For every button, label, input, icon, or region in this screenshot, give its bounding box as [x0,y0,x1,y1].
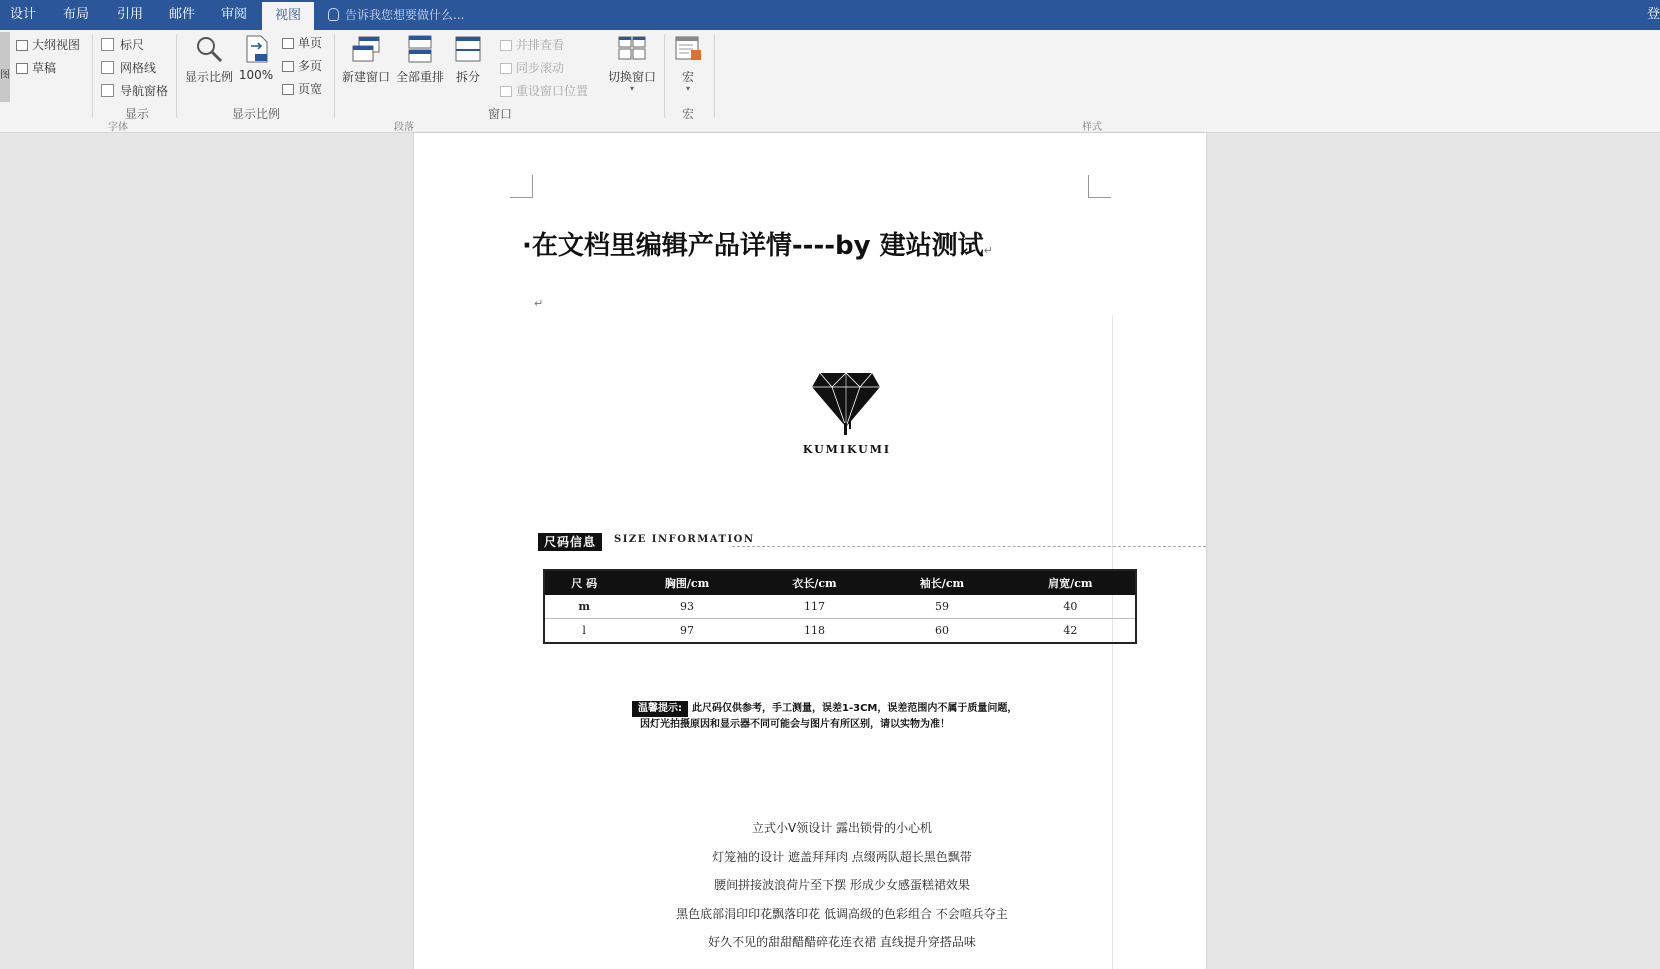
document-page[interactable] [414,133,1206,969]
lightbulb-icon [328,8,339,21]
table-cell: m [544,595,623,619]
table-header: 尺 码 [544,570,623,595]
tell-me-search[interactable] [328,0,464,30]
zoom-100-button[interactable]: 100% [238,34,274,82]
ruler-checkbox[interactable]: 标尺 [101,36,144,53]
group-label-zoom: 显示比例 [231,107,280,121]
macro-icon [673,34,703,64]
split-button[interactable]: 拆分 [448,34,488,85]
zoom-button[interactable]: 显示比例 [184,34,234,85]
table-cell: 42 [1006,619,1136,644]
new-window-icon [351,34,381,64]
nav-pane-checkbox[interactable]: 导航窗格 [101,82,168,99]
tab-mailings[interactable]: 邮件 [168,7,195,22]
magnifier-icon [194,34,224,64]
draft-icon [16,63,28,74]
ribbon-view [0,30,1660,123]
table-cell: l [544,619,623,644]
group-label-font: 字体 [108,122,128,133]
dashed-divider [732,546,1206,547]
synchronous-scrolling-button[interactable]: 同步滚动 [500,59,564,76]
group-separator [714,34,715,118]
one-page-button[interactable]: 单页 [282,34,322,51]
checkbox-icon [101,38,114,51]
sync-scroll-icon [500,63,512,74]
group-separator [92,34,93,118]
size-table [543,569,1137,644]
tip-line-2: 因灯光拍摄原因和显示器不同可能会与图片有所区别，请以实物为准！ [640,719,950,730]
views-group-collapsed[interactable]: 图 [0,32,10,102]
tab-view[interactable]: 视图 [262,2,314,30]
table-cell: 97 [623,619,750,644]
description-line: 灯笼袖的设计 遮盖拜拜肉 点缀两队超长黑色飘带 [712,850,972,864]
crop-mark-top-left [510,175,533,198]
diamond-logo-icon [810,365,882,441]
switch-windows-button[interactable]: 切换窗口 ▾ [604,34,660,93]
size-tip [632,701,1052,733]
tab-design[interactable]: 设计 [9,7,36,22]
group-label-show: 显示 [124,107,149,121]
table-header: 肩宽/cm [1006,570,1136,595]
paragraph-mark-icon: ↵ [983,244,993,257]
size-info-english: SIZE INFORMATION [614,534,755,545]
table-cell: 93 [623,595,750,619]
crop-mark-top-right [1088,175,1111,198]
sign-in-link[interactable]: 登 [1646,7,1660,22]
table-cell: 117 [751,595,878,619]
group-label-macros: 宏 [681,107,694,121]
macros-button[interactable]: 宏 ▾ [672,34,704,93]
table-row [544,619,1136,644]
table-header: 衣长/cm [751,570,878,595]
tell-me-placeholder: 告诉我您想要做什么... [345,8,465,22]
description-line: 好久不见的甜甜醋醋碎花连衣裙 直线提升穿搭品味 [708,935,976,949]
group-label-paragraph: 段落 [394,122,414,133]
draft-view-button[interactable]: 草稿 [16,59,56,76]
group-separator [176,34,177,118]
group-separator [334,34,335,118]
arrange-all-icon [405,34,435,64]
description-line: 立式小V领设计 露出锁骨的小心机 [751,821,933,835]
table-cell: 59 [878,595,1005,619]
side-by-side-icon [500,40,512,51]
table-header: 胸围/cm [623,570,750,595]
gridlines-checkbox[interactable]: 网格线 [101,59,156,76]
table-cell: 40 [1006,595,1136,619]
chevron-down-icon: ▾ [685,84,690,93]
table-row [544,595,1136,619]
switch-windows-icon [617,34,647,64]
tab-references[interactable]: 引用 [116,7,143,22]
tab-review[interactable]: 审阅 [220,7,247,22]
document-title[interactable]: ·在文档里编辑产品详情----by 建站测试↵ [522,231,993,261]
tip-badge: 温馨提示: [632,701,688,717]
tab-layout[interactable]: 布局 [62,7,89,22]
group-label-styles: 样式 [1082,122,1102,133]
paragraph-mark-icon: ↵ [534,297,544,310]
page-100-icon [241,34,271,64]
view-side-by-side-button[interactable]: 并排查看 [500,36,564,53]
product-detail-image[interactable] [532,315,1113,969]
table-header: 袖长/cm [878,570,1005,595]
checkbox-icon [101,61,114,74]
group-separator [664,34,665,118]
ribbon-subrow [0,122,1660,133]
split-icon [453,34,483,64]
tip-line-1: 此尺码仅供参考，手工测量，误差1-3CM，误差范围内不属于质量问题， [692,703,1018,714]
description-line: 腰间拼接波浪荷片至下摆 形成少女感蛋糕裙效果 [714,878,970,892]
reset-window-position-button[interactable]: 重设窗口位置 [500,82,588,99]
outline-view-button[interactable]: 大纲视图 [16,36,80,53]
group-label-window: 窗口 [487,107,512,121]
outline-icon [16,40,28,51]
page-width-icon [282,84,294,95]
brand-name: KUMIKUMI [802,443,892,456]
table-cell: 60 [878,619,1005,644]
arrange-all-button[interactable]: 全部重排 [394,34,446,85]
multiple-pages-button[interactable]: 多页 [282,57,322,74]
checkbox-icon [101,84,114,97]
chevron-down-icon: ▾ [629,84,634,93]
table-cell: 118 [751,619,878,644]
reset-position-icon [500,86,512,97]
page-width-button[interactable]: 页宽 [282,80,322,97]
new-window-button[interactable]: 新建窗口 [340,34,392,85]
ribbon-tab-bar [0,0,1660,30]
size-info-badge: 尺码信息 [538,533,602,551]
table-header-row [544,570,1136,595]
description-line: 黑色底部涓印印花飘落印花 低调高级的色彩组合 不会喧兵夺主 [676,907,1008,921]
one-page-icon [282,38,294,49]
multiple-pages-icon [282,61,294,72]
